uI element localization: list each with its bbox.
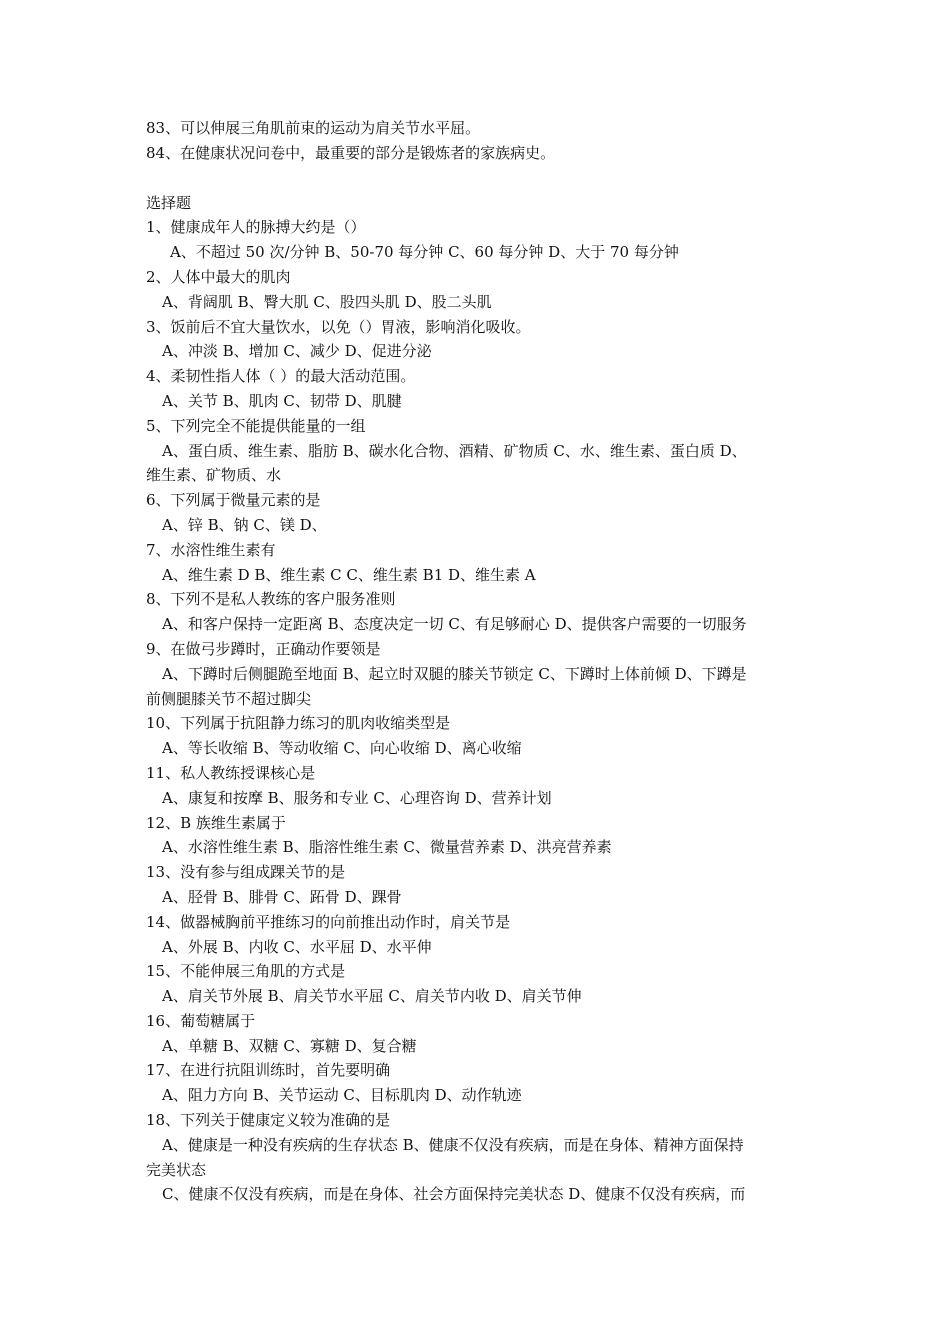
options-line: A、和客户保持一定距离 B、态度决定一切 C、有足够耐心 D、提供客户需要的一切服务 xyxy=(162,615,747,634)
question-line: 6、下列属于微量元素的是 xyxy=(146,491,321,510)
question-line: 11、私人教练授课核心是 xyxy=(146,763,316,782)
options-line: A、下蹲时后侧腿跪至地面 B、起立时双腿的膝关节锁定 C、下蹲时上体前倾 D、下蹲是 xyxy=(162,664,747,683)
options-line: A、背阔肌 B、臀大肌 C、股四头肌 D、股二头肌 xyxy=(162,292,492,311)
options-line: A、蛋白质、维生素、脂肪 B、碳水化合物、酒精、矿物质 C、水、维生素、蛋白质 D、 xyxy=(162,441,747,460)
options-line: A、肩关节外展 B、肩关节水平屈 C、肩关节内收 D、肩关节伸 xyxy=(162,987,582,1006)
options-line: A、锌 B、钠 C、镁 D、 xyxy=(162,515,327,534)
options-line: A、关节 B、肌肉 C、韧带 D、肌腱 xyxy=(162,391,402,410)
options-line: A、水溶性维生素 B、脂溶性维生素 C、微量营养素 D、洪亮营养素 xyxy=(162,838,612,857)
question-line: 前侧腿膝关节不超过脚尖 xyxy=(146,689,312,708)
question-line: 7、水溶性维生素有 xyxy=(146,540,276,559)
blank-line xyxy=(146,166,810,191)
question-line: 18、下列关于健康定义较为准确的是 xyxy=(146,1111,391,1130)
question-line: 13、没有参与组成踝关节的是 xyxy=(146,863,346,882)
options-line: A、不超过 50 次/分钟 B、50-70 每分钟 C、60 每分钟 D、大于 70 每分钟 xyxy=(170,243,679,262)
question-line: 14、做器械胸前平推练习的向前推出动作时，肩关节是 xyxy=(146,912,511,931)
options-line: A、外展 B、内收 C、水平屈 D、水平伸 xyxy=(162,937,432,956)
options-line: A、康复和按摩 B、服务和专业 C、心理咨询 D、营养计划 xyxy=(162,788,552,807)
options-line: A、胫骨 B、腓骨 C、跖骨 D、踝骨 xyxy=(162,887,402,906)
question-line: 17、在进行抗阻训练时，首先要明确 xyxy=(146,1061,391,1080)
options-line: A、等长收缩 B、等动收缩 C、向心收缩 D、离心收缩 xyxy=(162,739,522,758)
question-line: 84、在健康状况问卷中，最重要的部分是锻炼者的家族病史。 xyxy=(146,143,556,162)
question-line: 4、柔韧性指人体（ ）的最大活动范围。 xyxy=(146,367,416,386)
options-line: A、单糖 B、双糖 C、寡糖 D、复合糖 xyxy=(162,1036,417,1055)
document-body xyxy=(146,116,810,1207)
question-line: 5、下列完全不能提供能量的一组 xyxy=(146,416,366,435)
question-line: 3、饭前后不宜大量饮水，以免（）胃液，影响消化吸收。 xyxy=(146,317,531,336)
document-page xyxy=(146,116,810,1207)
options-line: A、冲淡 B、增加 C、减少 D、促进分泌 xyxy=(162,342,432,361)
question-line: 15、不能伸展三角肌的方式是 xyxy=(146,962,346,981)
question-line: 16、葡萄糖属于 xyxy=(146,1011,256,1030)
options-line: A、阻力方向 B、关节运动 C、目标肌肉 D、动作轨迹 xyxy=(162,1086,522,1105)
question-line: 选择题 xyxy=(146,193,192,212)
question-line: 8、下列不是私人教练的客户服务准则 xyxy=(146,590,396,609)
options-line: A、维生素 D B、维生素 C C、维生素 B1 D、维生素 A xyxy=(162,565,536,584)
question-line: 83、可以伸展三角肌前束的运动为肩关节水平屈。 xyxy=(146,119,481,137)
options-line: A、健康是一种没有疾病的生存状态 B、健康不仅没有疾病，而是在身体、精神方面保持 xyxy=(162,1135,744,1154)
question-line: 1、健康成年人的脉搏大约是（） xyxy=(146,218,366,237)
options-line: C、健康不仅没有疾病，而是在身体、社会方面保持完美状态 D、健康不仅没有疾病，而 xyxy=(162,1185,746,1204)
question-line: 维生素、矿物质、水 xyxy=(146,466,282,485)
question-line: 2、人体中最大的肌肉 xyxy=(146,267,291,286)
question-line: 完美状态 xyxy=(146,1160,207,1179)
question-line: 12、B 族维生素属于 xyxy=(146,813,286,832)
question-line: 9、在做弓步蹲时，正确动作要领是 xyxy=(146,639,381,658)
question-line: 10、下列属于抗阻静力练习的肌肉收缩类型是 xyxy=(146,714,451,733)
